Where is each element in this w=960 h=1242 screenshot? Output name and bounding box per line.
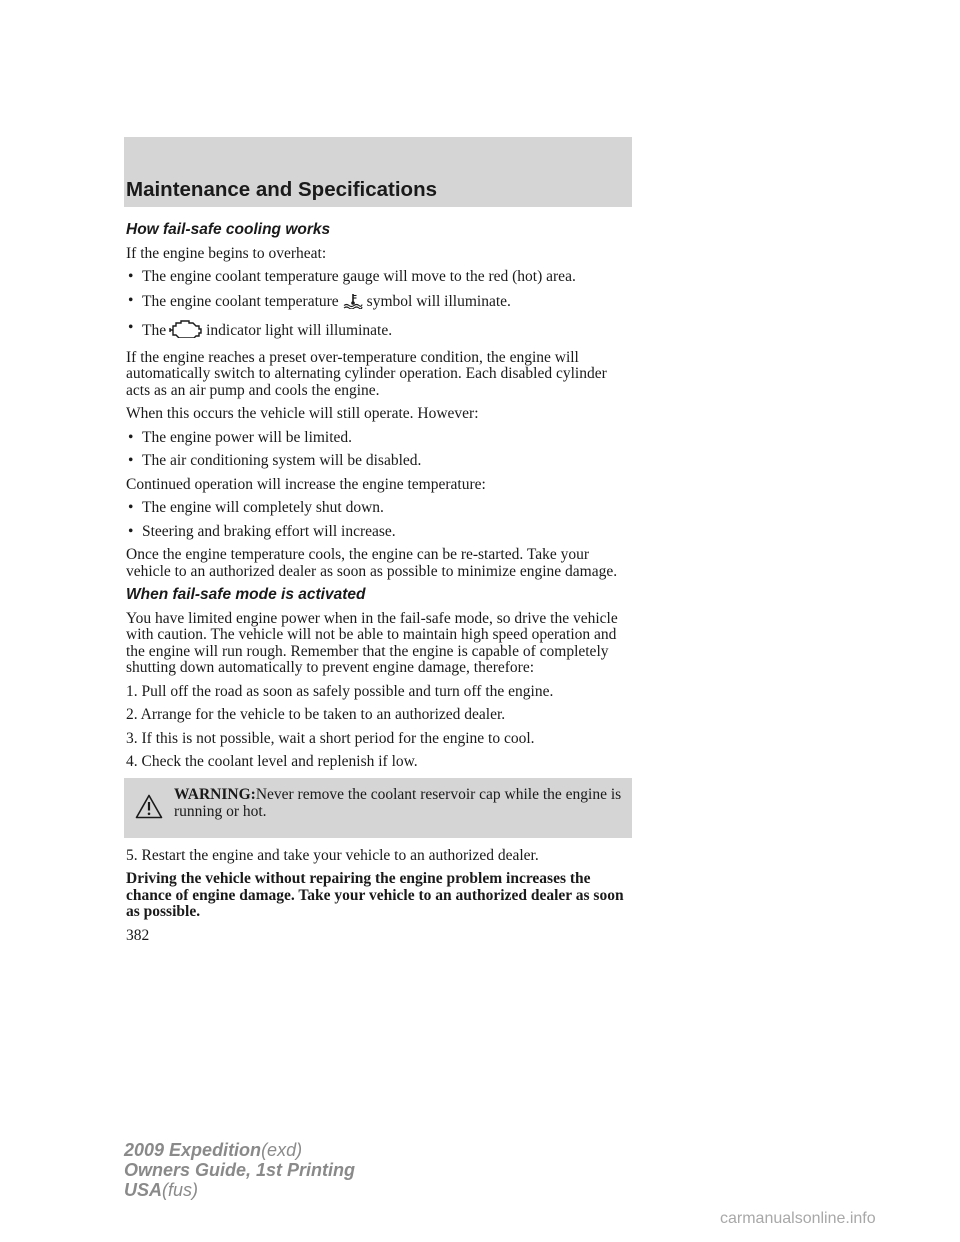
watermark-link[interactable]: carmanualsonline.info: [720, 1210, 876, 1227]
page-content: [126, 222, 632, 951]
step-item: 5. Restart the engine and take your vehicle to an authorized dealer.: [126, 846, 539, 864]
warning-label: WARNING:: [174, 785, 256, 803]
section-heading-fail-safe-cooling: How fail-safe cooling works: [126, 221, 331, 238]
page-number: 382: [126, 926, 150, 944]
section-heading-fail-safe-mode: When fail-safe mode is activated: [126, 586, 366, 603]
step-item: 1. Pull off the road as soon as safely possible and turn off the engine.: [126, 682, 554, 700]
step-item: 2. Arrange for the vehicle to be taken to an authorized dealer.: [126, 706, 506, 723]
check-engine-icon: [169, 320, 203, 343]
bullet-item: • Steering and braking effort will increase.: [126, 524, 632, 541]
paragraph: You have limited engine power when in the fail-safe mode, so drive the vehicle with caution. The vehicle will not be able to maintain high speed operation and the engine will run rough. Remember that the engine is capable of completely shutting down automatically to prevent engine damage, therefore:: [126, 609, 618, 676]
bullet-item: [126, 320, 632, 343]
paragraph: When this occurs the vehicle will still operate. However:: [126, 405, 479, 422]
footer-market: USA: [124, 1180, 163, 1200]
step-item: 4. Check the coolant level and replenish if low.: [126, 753, 418, 770]
bullet-text: The: [142, 322, 167, 339]
bullet-text: The engine coolant temperature: [142, 292, 339, 310]
warning-text: [174, 786, 622, 830]
warning-message: Never remove the coolant reservoir cap while the engine is running or hot.: [174, 785, 622, 820]
bullet-text: symbol will illuminate.: [366, 292, 511, 310]
warning-triangle-icon: [124, 786, 174, 830]
warning-box: [124, 778, 632, 838]
footer-market-code: (fus): [162, 1180, 199, 1200]
paragraph: If the engine reaches a preset over-temperature condition, the engine will automatically switch to alternating cylinder operation. Each disabled cylinder acts as an air pump and cools the engine.: [126, 348, 607, 399]
bullet-text: indicator light will illuminate.: [206, 322, 393, 339]
footer-model: 2009 Expedition: [124, 1140, 262, 1160]
page-title: Maintenance and Specifications: [126, 178, 437, 201]
bullet-item: • The engine will completely shut down.: [126, 500, 632, 517]
bold-note: Driving the vehicle without repairing the engine problem increases the chance of engine damage. Take your vehicle to an authorized dealer as soon as possible.: [126, 870, 624, 920]
print-footer: [124, 1140, 355, 1200]
bullet-item: • The engine power will be limited.: [126, 430, 632, 447]
bullet-item: • The air conditioning system will be disabled.: [126, 453, 632, 470]
coolant-temperature-icon: [342, 293, 364, 314]
step-item: 3. If this is not possible, wait a short period for the engine to cool.: [126, 729, 535, 747]
footer-model-code: (exd): [261, 1140, 303, 1160]
paragraph: Once the engine temperature cools, the engine can be re-started. Take your vehicle to an authorized dealer as soon as possible to minimize engine damage.: [126, 546, 618, 580]
bullet-item: • The engine coolant temperature gauge will move to the red (hot) area.: [126, 269, 632, 286]
footer-edition: Owners Guide, 1st Printing: [124, 1160, 356, 1180]
intro-paragraph: If the engine begins to overheat:: [126, 244, 327, 262]
paragraph: Continued operation will increase the engine temperature:: [126, 475, 486, 493]
bullet-item: [126, 293, 632, 314]
